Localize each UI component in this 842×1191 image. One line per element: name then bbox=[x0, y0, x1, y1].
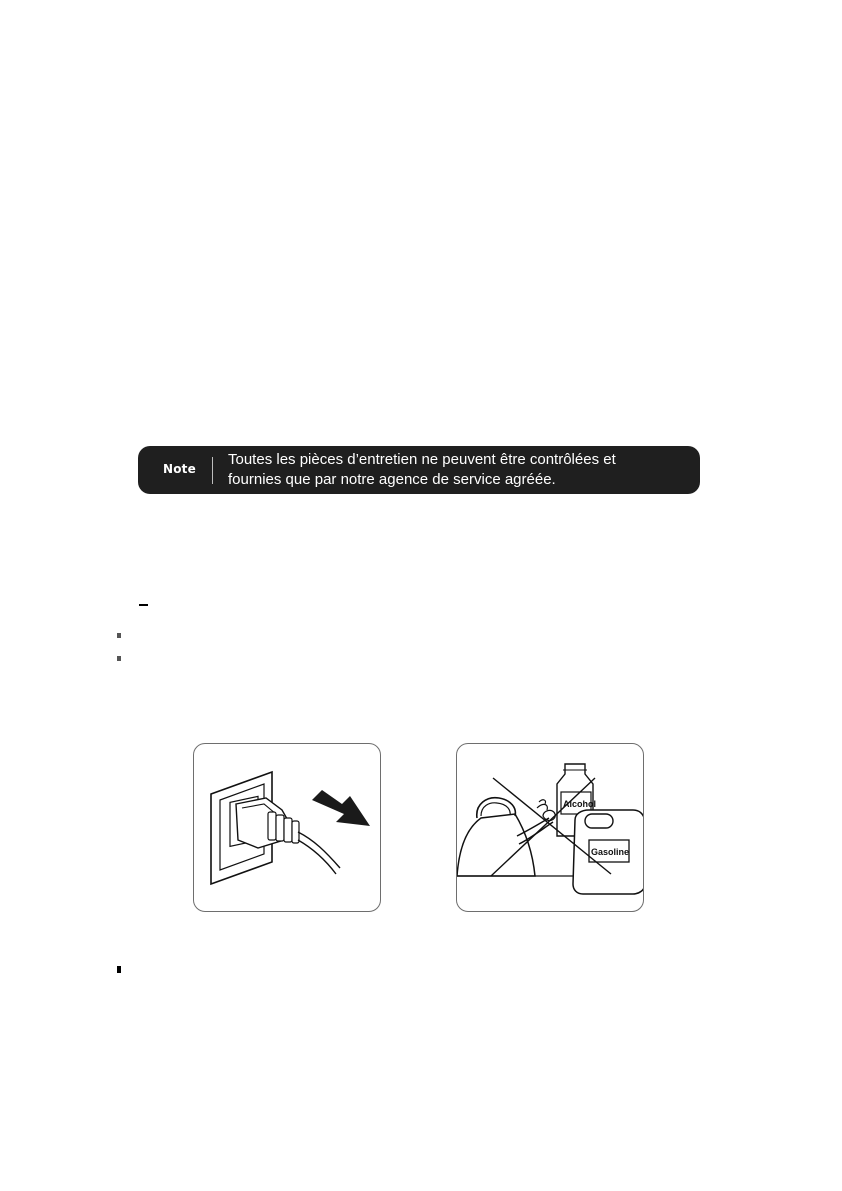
unplug-icon bbox=[194, 744, 380, 911]
bullet-marker bbox=[117, 633, 121, 638]
note-label: Note bbox=[163, 462, 196, 476]
bullet-marker bbox=[117, 966, 121, 973]
unplug-illustration bbox=[193, 743, 381, 912]
note-text bbox=[228, 450, 616, 490]
no-flammables-icon bbox=[457, 744, 643, 911]
can-label: Gasoline bbox=[591, 847, 630, 857]
bottle-label: Alcohol bbox=[563, 799, 596, 809]
flammables-warning-illustration bbox=[456, 743, 644, 912]
section-dash bbox=[139, 604, 148, 606]
note-divider bbox=[212, 457, 213, 484]
note-text-line-2: fournies que par notre agence de service agréée. bbox=[228, 471, 556, 488]
note-text-line-1: Toutes les pièces d’entretien ne peuvent être contrôlées et bbox=[228, 451, 616, 468]
bullet-marker bbox=[117, 656, 121, 661]
note-banner bbox=[138, 446, 700, 494]
